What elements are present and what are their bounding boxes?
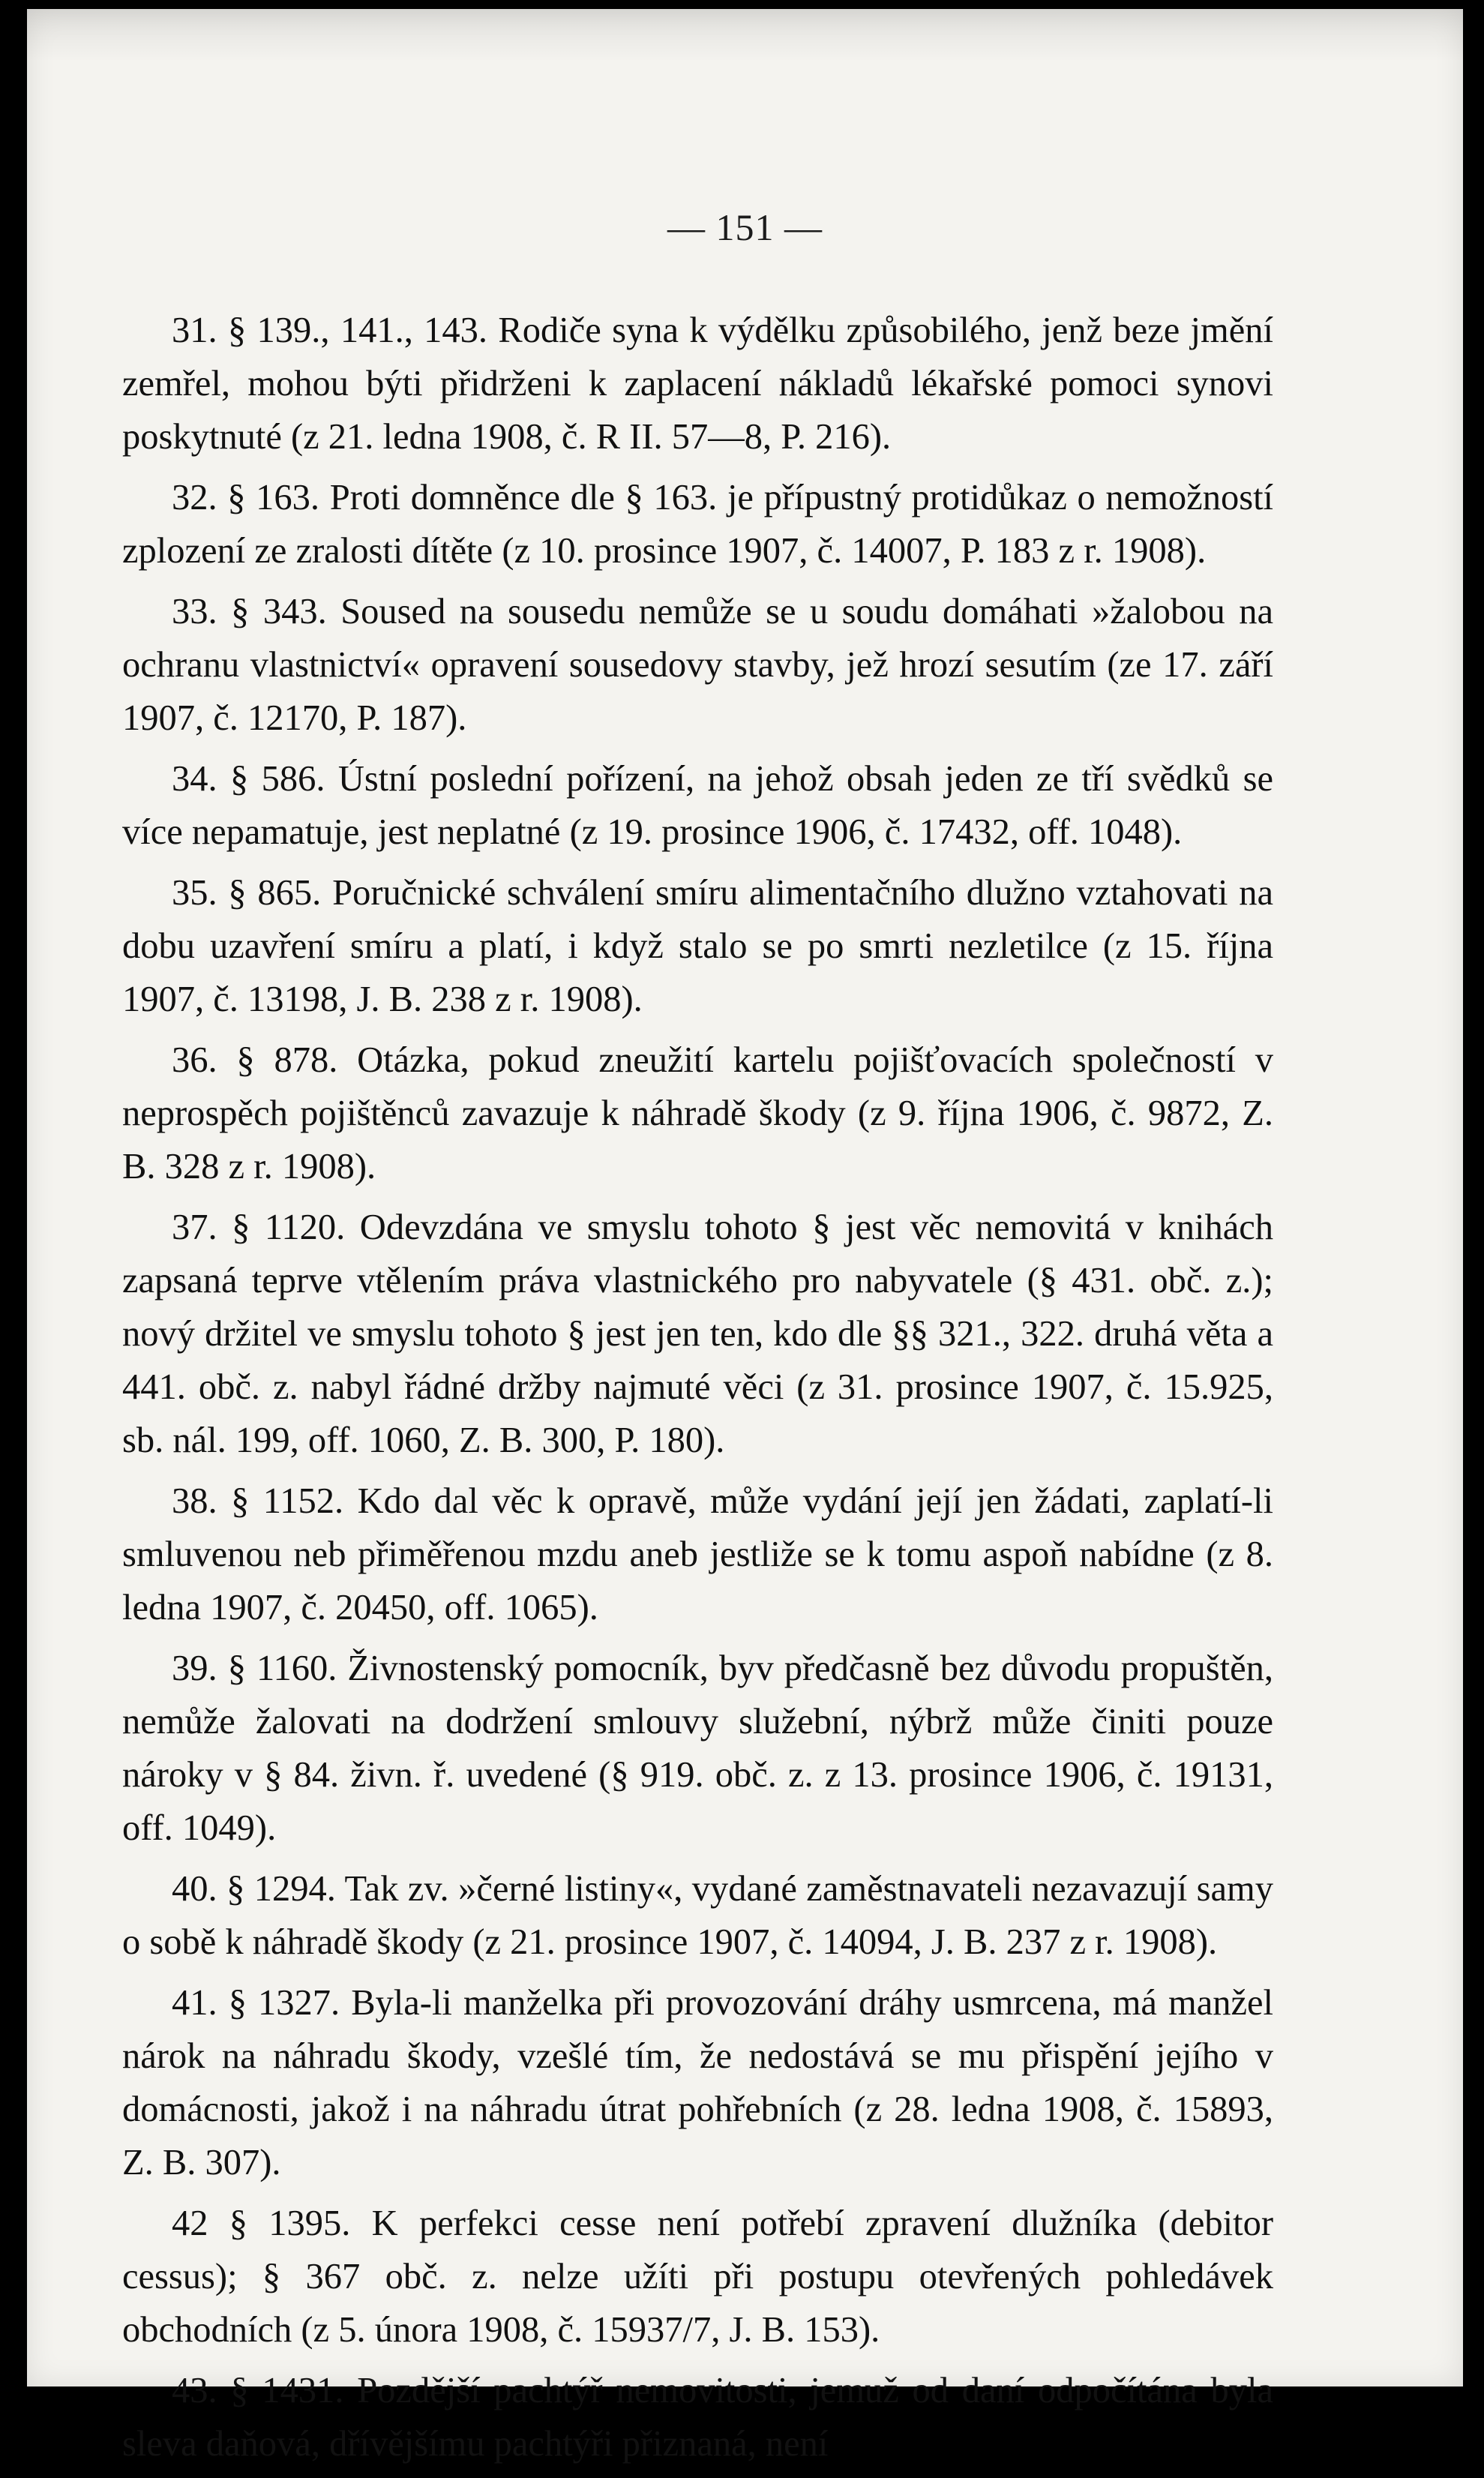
entry-text: Proti domněnce dle § 163. je přípustný protidůkaz o nemožností zplození ze zralosti dítěte (z 10. prosince 1907, č. 14007, P. 183 z r. 1908). xyxy=(122,478,1274,571)
entry-text: Odevzdána ve smyslu tohoto § jest věc nemovitá v knihách zapsaná teprve vtělením práva vlastnického pro nabyvatele (§ 431. obč. z.); nový držitel ve smyslu tohoto § jest jen ten, kdo dle §§ 321., 322. druhá věta a 441. obč. z. nabyl řádné držby najmuté věci (z 31. prosince 1907, č. 15.925, sb. nál. 199, off. 1060, Z. B. 300, P. 180). xyxy=(122,1208,1274,1460)
paragraph-reference: § 1395. xyxy=(229,2204,351,2243)
paragraph-reference: § 139., 141., 143. xyxy=(227,310,488,350)
entry-text: Otázka, pokud zneužití kartelu pojišťovacích společností v neprospěch pojištěnců zavazuje k náhradě škody (z 9. října 1906, č. 9872, Z. B. 328 z r. 1908). xyxy=(122,1040,1274,1186)
page-content xyxy=(122,304,1273,2478)
entry-37 xyxy=(122,1201,1273,1467)
entry-number: 38. xyxy=(172,1481,217,1521)
paragraph-reference: § 163. xyxy=(227,478,320,518)
entry-35 xyxy=(122,866,1273,1026)
entry-number: 35. xyxy=(172,873,217,913)
book-page xyxy=(27,9,1463,2464)
paragraph-reference: § 878. xyxy=(236,1040,338,1080)
entry-text: Ústní poslední pořízení, na jehož obsah jeden ze tří svědků se více nepamatuje, jest neplatné (z 19. prosince 1906, č. 17432, off. 1048). xyxy=(122,759,1274,852)
entry-number: 39. xyxy=(172,1648,217,1688)
entry-number: 43. xyxy=(172,2371,217,2410)
page-number: — 151 — xyxy=(667,206,823,248)
paragraph-reference: § 1294. xyxy=(226,1869,336,1909)
entry-number: 32. xyxy=(172,478,217,518)
paragraph-reference: § 865. xyxy=(228,873,322,913)
entry-39 xyxy=(122,1642,1273,1855)
entry-34 xyxy=(122,752,1273,859)
paragraph-reference: § 586. xyxy=(230,759,325,799)
entry-number: 42 xyxy=(172,2204,208,2243)
entry-31 xyxy=(122,304,1273,464)
entry-42 xyxy=(122,2197,1273,2356)
paragraph-reference: § 1327. xyxy=(228,1983,340,2023)
paragraph-reference: § 1152. xyxy=(231,1481,344,1521)
entry-40 xyxy=(122,1862,1273,1969)
entry-text: Rodiče syna k výdělku způsobilého, jenž beze jmění zemřel, mohou býti přidrženi k zaplacení nákladů lékařské pomoci synovi poskytnuté (z 21. ledna 1908, č. R II. 57—8, P. 216). xyxy=(122,310,1274,457)
entry-43 xyxy=(122,2364,1273,2470)
entry-32 xyxy=(122,471,1273,578)
entry-text: Poručnické schválení smíru alimentačního dlužno vztahovati na dobu uzavření smíru a platí, i když stalo se po smrti nezletilce (z 15. října 1907, č. 13198, J. B. 238 z r. 1908). xyxy=(122,873,1274,1019)
entry-number: 40. xyxy=(172,1869,217,1909)
entry-number: 41. xyxy=(172,1983,217,2023)
paragraph-reference: § 1120. xyxy=(232,1208,346,1247)
entry-38 xyxy=(122,1474,1273,1634)
entry-number: 31. xyxy=(172,310,217,350)
paragraph-reference: § 1160. xyxy=(227,1648,337,1688)
entry-36 xyxy=(122,1034,1273,1193)
entry-text: Byla-li manželka při provozování dráhy usmrcena, má manžel nárok na náhradu škody, vzešlé tím, že nedostává se mu přispění jejího v domácnosti, jakož i na náhradu útrat pohřebních (z 28. ledna 1908, č. 15893, Z. B. 307). xyxy=(122,1983,1274,2182)
paragraph-reference: § 343. xyxy=(231,592,327,632)
entry-number: 37. xyxy=(172,1208,217,1247)
paragraph-reference: § 1431. xyxy=(230,2371,344,2410)
entry-number: 34. xyxy=(172,759,217,799)
entry-text: Soused na sousedu nemůže se u soudu domáhati »žalobou na ochranu vlastnictví« opravení sousedovy stavby, jež hrozí sesutím (ze 17. září 1907, č. 12170, P. 187). xyxy=(122,592,1274,738)
entry-text: K perfekci cesse není potřebí zpravení dlužníka (debitor cessus); § 367 obč. z. nelze užíti při postupu otevřených pohledávek obchodních (z 5. února 1908, č. 15937/7, J. B. 153). xyxy=(122,2204,1274,2350)
entry-text: Pozdější pachtýř nemovitosti, jemuž od daní odpočítána byla sleva daňová, dřívějšímu pachtýři přiznaná, není xyxy=(122,2371,1274,2464)
entry-number: 33. xyxy=(172,592,217,632)
entry-41 xyxy=(122,1976,1273,2189)
entry-number: 36. xyxy=(172,1040,217,1080)
entry-33 xyxy=(122,585,1273,745)
entry-text: Kdo dal věc k opravě, může vydání její jen žádati, zaplatí-li smluvenou neb přiměřenou mzdu aneb jestliže se k tomu aspoň nabídne (z 8. ledna 1907, č. 20450, off. 1065). xyxy=(122,1481,1273,1628)
entry-text: Tak zv. »černé listiny«, vydané zaměstnavateli nezavazují samy o sobě k náhradě škody (z 21. prosince 1907, č. 14094, J. B. 237 z r. 1908). xyxy=(122,1869,1274,1962)
entry-text: Živnostenský pomocník, byv předčasně bez důvodu propuštěn, nemůže žalovati na dodržení smlouvy služební, nýbrž může činiti pouze nároky v § 84. živn. ř. uvedené (§ 919. obč. z. z 13. prosince 1906, č. 19131, off. 1049). xyxy=(122,1648,1274,1848)
